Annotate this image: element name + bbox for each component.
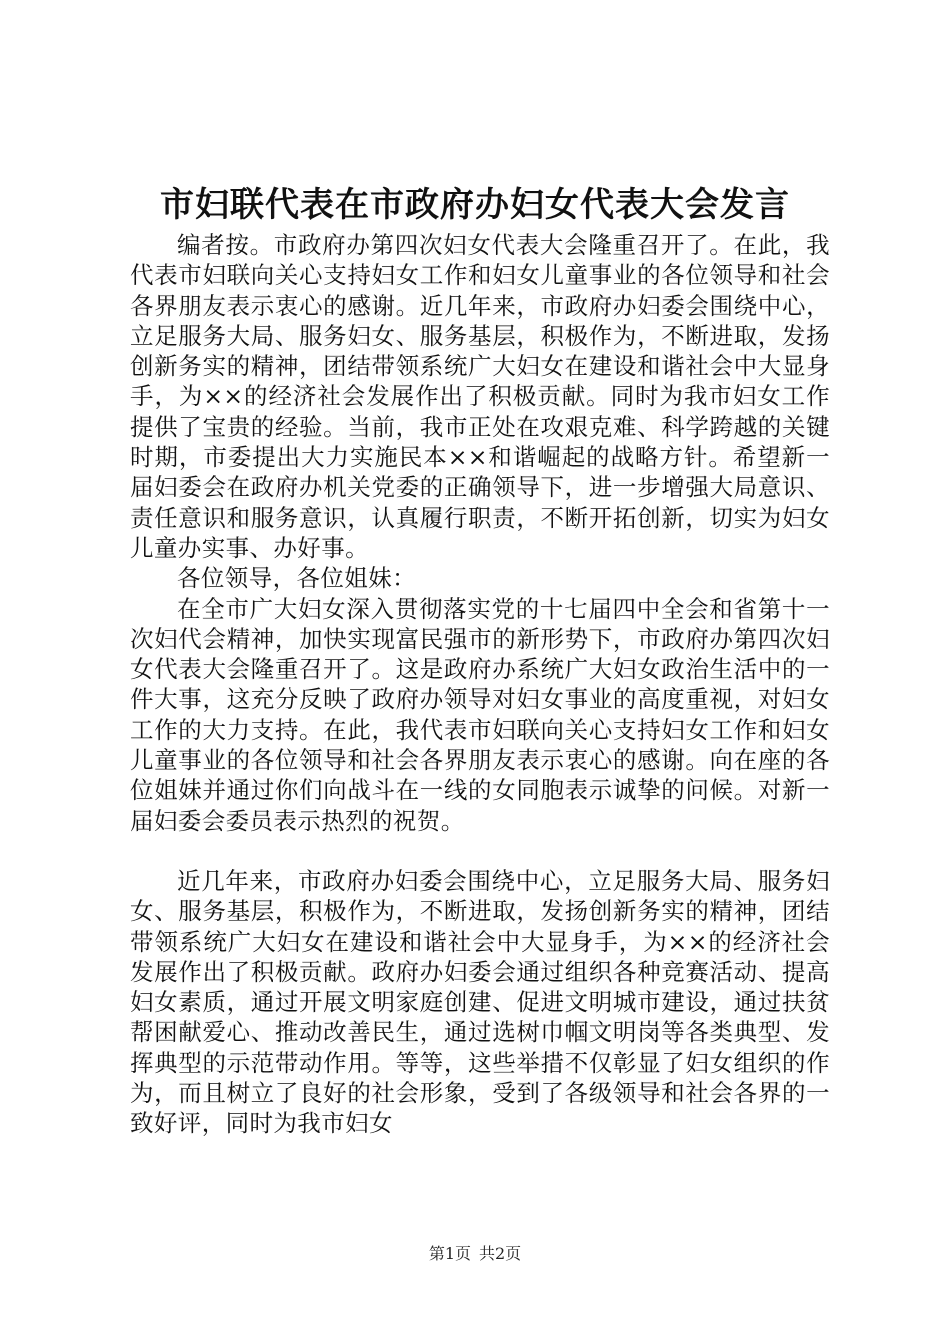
body-paragraph-2: 近几年来，市政府办妇委会围绕中心，立足服务大局、服务妇女、服务基层，积极作为，不断进取，发扬创新务实的精神，团结带领系统广大妇女在建设和谐社会中大显身手，为××的经济社会发展作出了积极贡献。政府办妇委会通过组织各种竞赛活动、提高妇女素质，通过开展文明家庭创建、促进文明城市建设，通过扶贫帮困献爱心、推动改善民生，通过选树巾帼文明岗等各类典型、发挥典型的示范带动作用。等等，这些举措不仅彰显了妇女组织的作为，而且树立了良好的社会形象，受到了各级领导和社会各界的一致好评，同时为我市妇女 [130,866,830,1138]
body-paragraph-1: 在全市广大妇女深入贯彻落实党的十七届四中全会和省第十一次妇代会精神，加快实现富民强市的新形势下，市政府办第四次妇女代表大会隆重召开了。这是政府办系统广大妇女政治生活中的一件大事，这充分反映了政府办领导对妇女事业的高度重视，对妇女工作的大力支持。在此，我代表市妇联向关心支持妇女工作和妇女儿童事业的各位领导和社会各界朋友表示衷心的感谢。向在座的各位姐妹并通过你们向战斗在一线的女同胞表示诚挚的问候。对新一届妇委会委员表示热烈的祝贺。 [130,594,830,835]
document-title: 市妇联代表在市政府办妇女代表大会发言 [160,185,790,225]
document-body [130,230,830,1139]
page-total: 共2页 [479,1244,522,1263]
page-footer [0,1244,950,1264]
editor-note-paragraph: 编者按。市政府办第四次妇女代表大会隆重召开了。在此，我代表市妇联向关心支持妇女工作和妇女儿童事业的各位领导和社会各界朋友表示衷心的感谢。近几年来，市政府办妇委会围绕中心，立足服务大局、服务妇女、服务基层，积极作为，不断进取，发扬创新务实的精神，团结带领系统广大妇女在建设和谐社会中大显身手，为××的经济社会发展作出了积极贡献。同时为我市妇女工作提供了宝贵的经验。当前，我市正处在攻艰克难、科学跨越的关键时期，市委提出大力实施民本××和谐崛起的战略方针。希望新一届妇委会在政府办机关党委的正确领导下，进一步增强大局意识、责任意识和服务意识，认真履行职责，不断开拓创新，切实为妇女儿童办实事、办好事。 [130,231,830,562]
salutation-paragraph: 各位领导，各位姐妹： [177,564,416,593]
paragraph-spacer [130,836,830,866]
page-number: 第1页 [428,1244,471,1263]
